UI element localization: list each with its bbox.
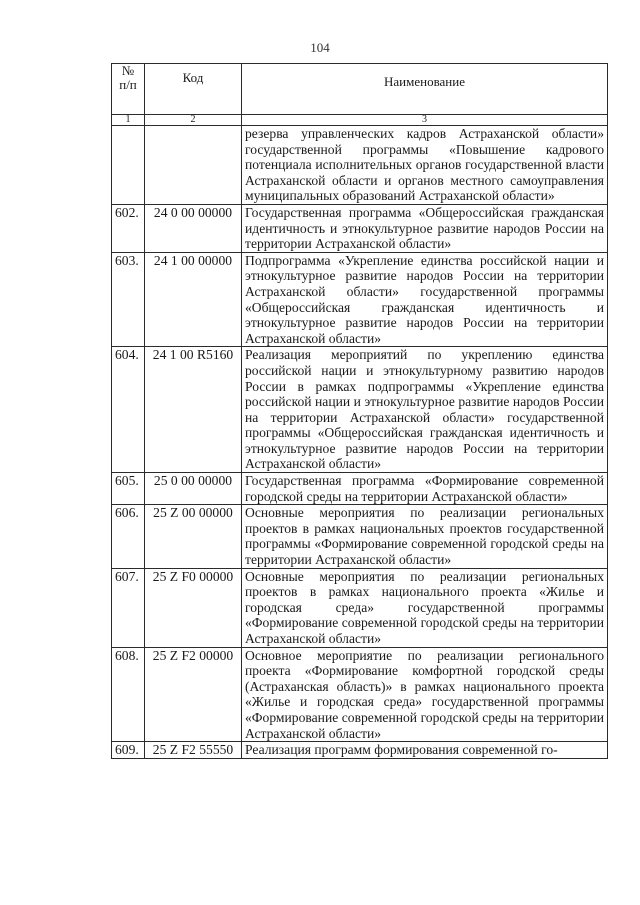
- row-name: Реализация мероприятий по укреплению единства российской нации и этнокультурному развитию народов России в рамках подпрограммы «Укрепление единства российской нации и этнокультурное развитие народов России на территории Астраханской области» государственной программы «Общероссийская гражданская идентичность и этнокультурное развитие народов России на территории Астраханской области»: [242, 347, 608, 473]
- column-index: 3: [242, 115, 608, 126]
- row-number: [112, 126, 145, 205]
- row-number: 604.: [112, 347, 145, 473]
- table-row: [112, 473, 608, 505]
- table-header-row: [112, 64, 608, 115]
- row-code: 24 0 00 00000: [145, 204, 242, 252]
- column-index: 2: [145, 115, 242, 126]
- row-name: Основные мероприятия по реализации региональных проектов в рамках национальных проектов государственной программы «Формирование современной городской среды на территории Астраханской области»: [242, 505, 608, 568]
- row-code: 24 1 00 R5160: [145, 347, 242, 473]
- table-row: [112, 647, 608, 742]
- table-row: [112, 126, 608, 205]
- row-number: 603.: [112, 252, 145, 347]
- row-number: 609.: [112, 742, 145, 759]
- row-number: 606.: [112, 505, 145, 568]
- row-name: Подпрограмма «Укрепление единства российской нации и этнокультурное развитие народов России на территории Астраханской области» государственной программы «Общероссийская гражданская идентичность и этнокультурное развитие народов России на территории Астраханской области»: [242, 252, 608, 347]
- row-name: Реализация программ формирования современной го-: [242, 742, 608, 759]
- header-code: Код: [145, 64, 242, 115]
- row-name: Основное мероприятие по реализации регионального проекта «Формирование комфортной городской среды (Астраханская область)» в рамках национального проекта «Жилье и городская среда» государственной программы «Формирование современной городской среды на территории Астраханской области»: [242, 647, 608, 742]
- budget-classification-table: [111, 63, 608, 759]
- table-row: [112, 505, 608, 568]
- row-code: 25 Z F0 00000: [145, 568, 242, 647]
- header-name: Наименование: [242, 64, 608, 115]
- row-name: Основные мероприятия по реализации региональных проектов в рамках национального проекта «Жилье и городская среда» государственной программы «Формирование современной городской среды на территории Астраханской области»: [242, 568, 608, 647]
- table-row: [112, 568, 608, 647]
- row-number: 602.: [112, 204, 145, 252]
- row-code: 24 1 00 00000: [145, 252, 242, 347]
- row-code: 25 Z F2 00000: [145, 647, 242, 742]
- row-name: резерва управленческих кадров Астраханской области» государственной программы «Повышение кадрового потенциала исполнительных органов государственной власти Астраханской области и органов местного самоуправления муниципальных образований Астраханской области»: [242, 126, 608, 205]
- table-row: [112, 204, 608, 252]
- table-row: [112, 252, 608, 347]
- row-code: 25 Z 00 00000: [145, 505, 242, 568]
- header-num: № п/п: [112, 64, 145, 115]
- row-number: 605.: [112, 473, 145, 505]
- table-row: [112, 742, 608, 759]
- row-number: 608.: [112, 647, 145, 742]
- column-index: 1: [112, 115, 145, 126]
- row-name: Государственная программа «Общероссийская гражданская идентичность и этнокультурное развитие народов России на территории Астраханской области»: [242, 204, 608, 252]
- column-index-row: [112, 115, 608, 126]
- row-code: 25 0 00 00000: [145, 473, 242, 505]
- row-name: Государственная программа «Формирование современной городской среды на территории Астраханской области»: [242, 473, 608, 505]
- row-code: [145, 126, 242, 205]
- page-number: 104: [310, 40, 330, 55]
- row-code: 25 Z F2 55550: [145, 742, 242, 759]
- row-number: 607.: [112, 568, 145, 647]
- table-row: [112, 347, 608, 473]
